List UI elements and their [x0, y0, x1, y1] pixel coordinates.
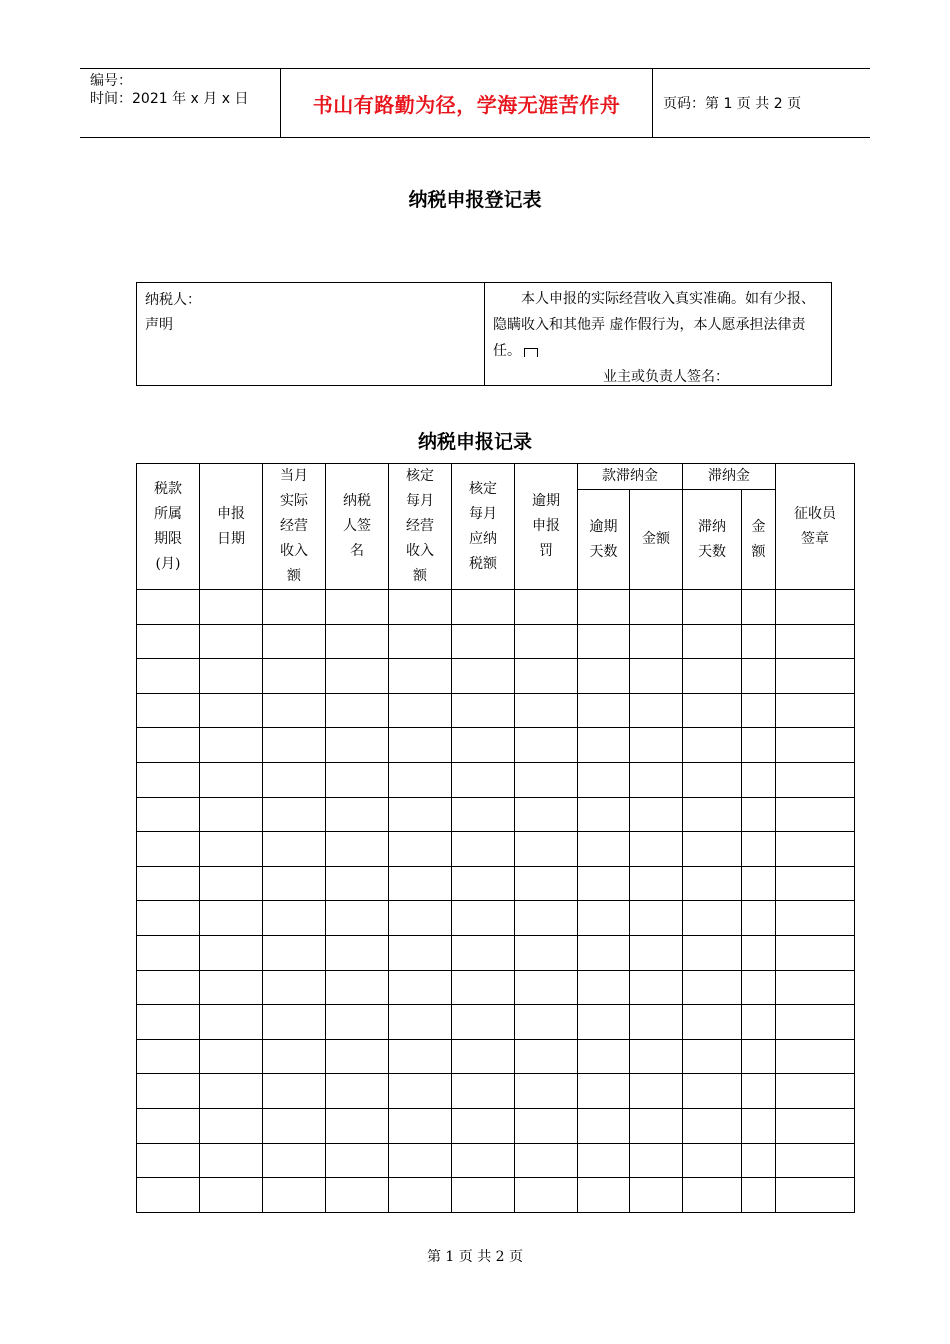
table-cell: [683, 659, 742, 694]
col-header-late-penalty: [515, 464, 578, 590]
time-label: 时间：2021 年 x 月 x 日: [90, 91, 249, 107]
table-cell: [452, 1074, 515, 1109]
table-cell: [452, 797, 515, 832]
table-cell: [630, 832, 683, 867]
table-cell: [683, 832, 742, 867]
table-cell: [200, 1178, 263, 1213]
table-cell: [683, 1143, 742, 1178]
table-cell: [742, 866, 776, 901]
subcol-late-days-text: 滞纳天数: [698, 518, 726, 560]
col-header-actual-income-text: 当月实际经营收入额: [280, 468, 308, 584]
table-cell: [515, 1108, 578, 1143]
header-meta: [80, 69, 281, 137]
table-cell: [630, 901, 683, 936]
table-cell: [263, 1005, 326, 1040]
table-cell: [776, 935, 855, 970]
table-row: [137, 1178, 855, 1213]
table-cell: [630, 1108, 683, 1143]
col-header-fine-late-fee: 款滞纳金: [578, 464, 683, 490]
table-cell: [200, 762, 263, 797]
table-cell: [326, 659, 389, 694]
table-cell: [263, 1039, 326, 1074]
table-cell: [326, 693, 389, 728]
table-cell: [683, 693, 742, 728]
table-cell: [578, 901, 630, 936]
col-header-actual-income: [263, 464, 326, 590]
col-header-assessed-tax: [452, 464, 515, 590]
table-cell: [452, 1039, 515, 1074]
table-cell: [683, 935, 742, 970]
table-cell: [452, 866, 515, 901]
table-cell: [683, 1178, 742, 1213]
table-cell: [515, 901, 578, 936]
table-cell: [452, 590, 515, 625]
table-cell: [578, 1039, 630, 1074]
col-header-period-text: 税款所属期限(月): [154, 480, 182, 572]
table-cell: [515, 693, 578, 728]
table-cell: [630, 693, 683, 728]
table-cell: [452, 901, 515, 936]
table-cell: [578, 832, 630, 867]
table-cell: [776, 797, 855, 832]
table-cell: [137, 762, 200, 797]
table-cell: [389, 1005, 452, 1040]
table-cell: [263, 866, 326, 901]
table-cell: [263, 659, 326, 694]
table-cell: [515, 624, 578, 659]
table-cell: [515, 1039, 578, 1074]
table-cell: [326, 935, 389, 970]
table-cell: [263, 1074, 326, 1109]
subcol-amount-2: [742, 490, 776, 590]
table-cell: [137, 832, 200, 867]
table-cell: [137, 1074, 200, 1109]
table-cell: [776, 901, 855, 936]
table-cell: [200, 970, 263, 1005]
taxpayer-label: 纳税人：: [145, 292, 201, 308]
table-cell: [578, 762, 630, 797]
col-header-late-fee: 滞纳金: [683, 464, 776, 490]
table-cell: [578, 590, 630, 625]
table-cell: [452, 1005, 515, 1040]
table-cell: [515, 1178, 578, 1213]
table-cell: [452, 832, 515, 867]
table-cell: [776, 1039, 855, 1074]
table-cell: [200, 590, 263, 625]
table-cell: [578, 1005, 630, 1040]
table-cell: [200, 832, 263, 867]
table-cell: [776, 1178, 855, 1213]
table-cell: [200, 935, 263, 970]
table-cell: [683, 797, 742, 832]
col-header-date-text: 申报日期: [217, 505, 245, 547]
table-cell: [200, 728, 263, 763]
table-cell: [263, 728, 326, 763]
table-cell: [776, 659, 855, 694]
table-cell: [389, 659, 452, 694]
table-cell: [630, 659, 683, 694]
table-cell: [326, 970, 389, 1005]
table-cell: [683, 970, 742, 1005]
table-cell: [630, 970, 683, 1005]
table-cell: [389, 624, 452, 659]
table-row: [137, 832, 855, 867]
table-cell: [578, 693, 630, 728]
signature-label: 业主或负责人签名：: [603, 369, 729, 385]
table-row: [137, 1074, 855, 1109]
table-cell: [630, 1074, 683, 1109]
table-cell: [137, 935, 200, 970]
table-row: [137, 762, 855, 797]
table-cell: [742, 935, 776, 970]
table-cell: [776, 1108, 855, 1143]
table-cell: [326, 1074, 389, 1109]
table-cell: [200, 1143, 263, 1178]
table-row: [137, 866, 855, 901]
table-cell: [452, 935, 515, 970]
table-cell: [742, 970, 776, 1005]
table-cell: [389, 693, 452, 728]
table-cell: [515, 728, 578, 763]
table-cell: [683, 1108, 742, 1143]
table-cell: [326, 832, 389, 867]
table-cell: [452, 1108, 515, 1143]
table-cell: [200, 866, 263, 901]
col-header-collector-seal-text: 征收员签章: [794, 505, 836, 547]
table-cell: [630, 935, 683, 970]
table-cell: [452, 693, 515, 728]
table-cell: [683, 901, 742, 936]
table-cell: [389, 1074, 452, 1109]
subcol-overdue-days: [578, 490, 630, 590]
table-cell: [137, 693, 200, 728]
table-cell: [452, 1178, 515, 1213]
table-cell: [263, 970, 326, 1005]
table-cell: [776, 762, 855, 797]
table-row: [137, 1005, 855, 1040]
table-cell: [326, 728, 389, 763]
table-cell: [515, 1074, 578, 1109]
table-cell: [389, 797, 452, 832]
table-cell: [326, 1039, 389, 1074]
table-row: [137, 693, 855, 728]
table-cell: [137, 590, 200, 625]
records-title: 纳税申报记录: [417, 431, 532, 453]
table-cell: [578, 624, 630, 659]
table-cell: [263, 624, 326, 659]
statement-label: 声明: [145, 317, 173, 333]
records-table: [136, 463, 855, 1213]
table-cell: [200, 797, 263, 832]
table-cell: [326, 797, 389, 832]
col-header-assessed-tax-text: 核定每月应纳税额: [469, 480, 497, 572]
table-cell: [200, 693, 263, 728]
table-cell: [326, 1178, 389, 1213]
table-cell: [742, 901, 776, 936]
table-cell: [389, 832, 452, 867]
col-header-assessed-income-text: 核定每月经营收入额: [406, 468, 434, 584]
table-cell: [683, 1074, 742, 1109]
table-cell: [515, 1005, 578, 1040]
table-cell: [742, 1108, 776, 1143]
declaration-left: [137, 283, 485, 385]
col-header-taxpayer-sign-text: 纳税人签名: [343, 493, 371, 559]
table-cell: [776, 832, 855, 867]
table-cell: [578, 935, 630, 970]
table-cell: [200, 659, 263, 694]
table-cell: [578, 728, 630, 763]
table-cell: [452, 1143, 515, 1178]
table-cell: [515, 970, 578, 1005]
table-cell: [776, 1143, 855, 1178]
table-row: [137, 1108, 855, 1143]
table-cell: [515, 590, 578, 625]
page-footer: 第 1 页 共 2 页: [426, 1249, 524, 1265]
table-cell: [683, 866, 742, 901]
declaration-box: [136, 282, 832, 386]
table-cell: [326, 624, 389, 659]
table-cell: [389, 1108, 452, 1143]
table-cell: [578, 659, 630, 694]
table-cell: [578, 866, 630, 901]
table-cell: [683, 728, 742, 763]
table-cell: [776, 590, 855, 625]
table-row: [137, 659, 855, 694]
col-header-date: [200, 464, 263, 590]
table-cell: [137, 901, 200, 936]
table-cell: [515, 797, 578, 832]
table-cell: [389, 970, 452, 1005]
table-cell: [200, 624, 263, 659]
table-cell: [742, 590, 776, 625]
table-cell: [515, 762, 578, 797]
table-cell: [630, 624, 683, 659]
table-cell: [137, 1039, 200, 1074]
col-header-late-penalty-text: 逾期申报罚: [532, 493, 560, 559]
table-cell: [200, 1108, 263, 1143]
header-page-info: 页码：第 1 页 共 2 页: [663, 96, 802, 112]
table-cell: [389, 866, 452, 901]
table-cell: [683, 590, 742, 625]
subcol-amount-1: 金额: [630, 490, 683, 590]
table-row: [137, 624, 855, 659]
table-cell: [137, 728, 200, 763]
table-cell: [683, 1005, 742, 1040]
table-cell: [200, 1074, 263, 1109]
table-cell: [137, 970, 200, 1005]
table-row: [137, 590, 855, 625]
col-header-period: [137, 464, 200, 590]
table-cell: [137, 1143, 200, 1178]
table-cell: [200, 1039, 263, 1074]
table-cell: [200, 1005, 263, 1040]
table-cell: [326, 590, 389, 625]
table-cell: [389, 590, 452, 625]
page-title: 纳税申报登记表: [408, 189, 542, 211]
table-cell: [263, 693, 326, 728]
table-cell: [742, 1039, 776, 1074]
table-cell: [742, 624, 776, 659]
table-cell: [578, 970, 630, 1005]
table-cell: [137, 866, 200, 901]
table-cell: [389, 901, 452, 936]
table-cell: [515, 866, 578, 901]
table-cell: [742, 762, 776, 797]
table-cell: [630, 797, 683, 832]
table-row: [137, 728, 855, 763]
table-row: [137, 901, 855, 936]
table-cell: [452, 659, 515, 694]
table-cell: [630, 1143, 683, 1178]
table-cell: [326, 1143, 389, 1178]
table-row: [137, 1039, 855, 1074]
statement-text-content: 本人申报的实际经营收入真实准确。如有少报、隐瞒收入和其他弄 虚作假行为，本人愿承担法律责任。: [493, 291, 815, 359]
table-cell: [326, 901, 389, 936]
table-cell: [742, 832, 776, 867]
table-cell: [683, 762, 742, 797]
table-row: [137, 970, 855, 1005]
col-header-taxpayer-sign: [326, 464, 389, 590]
table-cell: [776, 866, 855, 901]
table-cell: [742, 1178, 776, 1213]
table-cell: [200, 901, 263, 936]
table-cell: [683, 624, 742, 659]
table-cell: [515, 1143, 578, 1178]
subcol-overdue-days-text: 逾期天数: [589, 518, 618, 560]
table-cell: [452, 762, 515, 797]
table-cell: [776, 728, 855, 763]
table-cell: [742, 728, 776, 763]
table-cell: [742, 1005, 776, 1040]
table-cell: [630, 762, 683, 797]
table-cell: [263, 901, 326, 936]
cursor-mark-icon: [524, 348, 538, 357]
table-cell: [389, 728, 452, 763]
table-cell: [683, 1039, 742, 1074]
table-cell: [776, 1005, 855, 1040]
table-cell: [776, 970, 855, 1005]
table-cell: [137, 659, 200, 694]
statement-text: [493, 286, 823, 364]
table-cell: [137, 1005, 200, 1040]
table-cell: [137, 624, 200, 659]
table-cell: [137, 797, 200, 832]
table-cell: [776, 624, 855, 659]
table-cell: [742, 1074, 776, 1109]
col-header-assessed-income: [389, 464, 452, 590]
subcol-late-days: [683, 490, 742, 590]
table-cell: [389, 935, 452, 970]
table-cell: [742, 797, 776, 832]
table-cell: [515, 935, 578, 970]
table-cell: [452, 624, 515, 659]
number-label: 编号：: [90, 73, 132, 89]
table-cell: [578, 1143, 630, 1178]
table-cell: [389, 1039, 452, 1074]
table-cell: [776, 1074, 855, 1109]
table-row: [137, 935, 855, 970]
col-header-collector-seal: [776, 464, 855, 590]
table-cell: [263, 1178, 326, 1213]
table-cell: [515, 659, 578, 694]
header-motto: 书山有路勤为径，学海无涯苦作舟: [281, 69, 653, 137]
table-cell: [263, 832, 326, 867]
table-cell: [389, 1178, 452, 1213]
table-cell: [452, 970, 515, 1005]
table-cell: [263, 797, 326, 832]
table-cell: [578, 1108, 630, 1143]
table-cell: [263, 935, 326, 970]
table-cell: [630, 1005, 683, 1040]
table-row: [137, 1143, 855, 1178]
table-cell: [263, 1108, 326, 1143]
table-row: [137, 797, 855, 832]
subcol-amount-2-text: 金额: [751, 518, 766, 560]
table-cell: [578, 797, 630, 832]
table-cell: [578, 1074, 630, 1109]
table-cell: [452, 728, 515, 763]
table-cell: [326, 762, 389, 797]
table-cell: [776, 693, 855, 728]
table-cell: [389, 762, 452, 797]
table-cell: [326, 866, 389, 901]
declaration-right: [485, 283, 831, 385]
table-cell: [137, 1178, 200, 1213]
table-cell: [515, 832, 578, 867]
table-cell: [630, 1178, 683, 1213]
table-cell: [263, 590, 326, 625]
table-cell: [137, 1108, 200, 1143]
table-cell: [630, 1039, 683, 1074]
table-cell: [263, 1143, 326, 1178]
table-cell: [742, 693, 776, 728]
table-cell: [630, 866, 683, 901]
table-cell: [630, 590, 683, 625]
table-cell: [742, 659, 776, 694]
table-cell: [630, 728, 683, 763]
table-cell: [389, 1143, 452, 1178]
table-cell: [578, 1178, 630, 1213]
table-cell: [326, 1108, 389, 1143]
table-cell: [326, 1005, 389, 1040]
table-cell: [263, 762, 326, 797]
table-cell: [742, 1143, 776, 1178]
page-header: [80, 68, 870, 138]
